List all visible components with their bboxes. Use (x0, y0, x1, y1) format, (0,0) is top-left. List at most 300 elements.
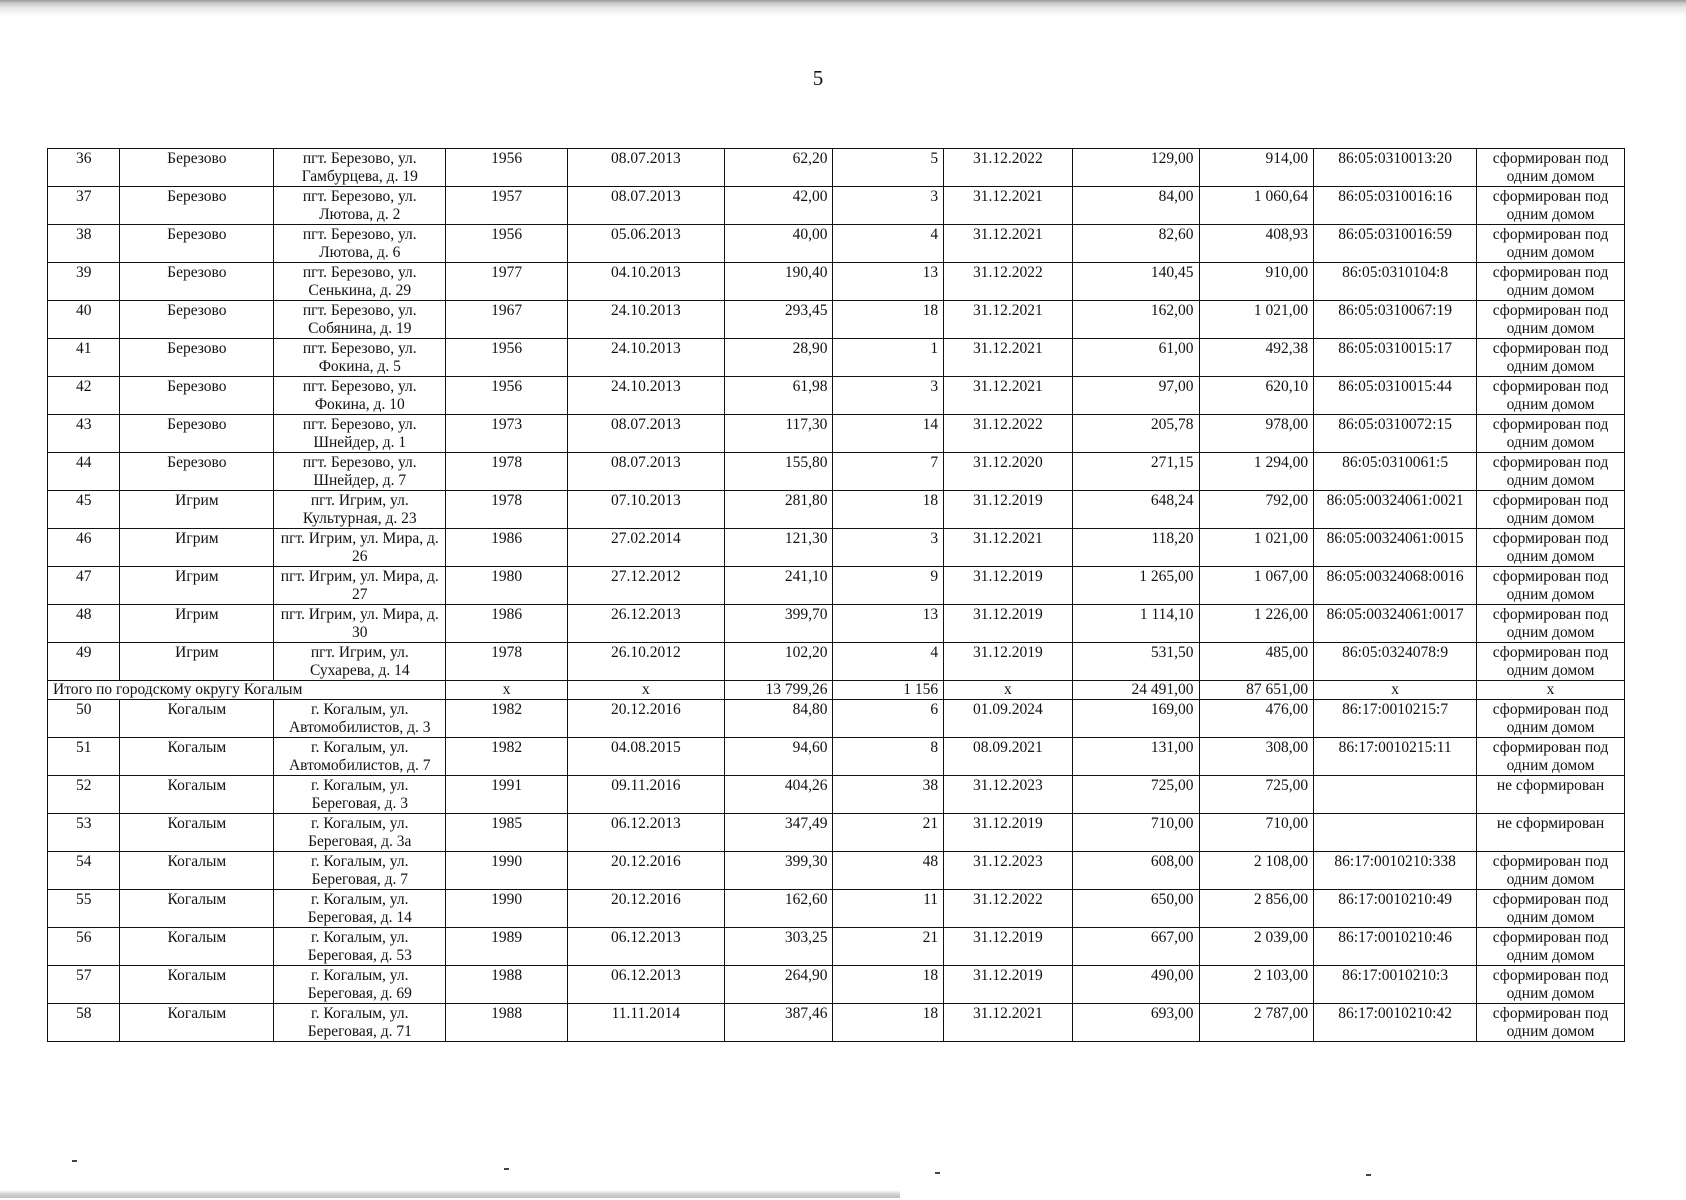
cell-land-area: 650,00 (1072, 890, 1199, 928)
cell-resettlement-deadline: 31.12.2022 (944, 890, 1073, 928)
cell-row-number: 39 (48, 263, 120, 301)
table-row (48, 301, 1625, 339)
table-row (48, 377, 1625, 415)
cell-area: 42,00 (724, 187, 833, 225)
cell-area: 281,80 (724, 491, 833, 529)
cell-land-area: 725,00 (1072, 776, 1199, 814)
cell-resettlement-deadline: 31.12.2019 (944, 966, 1073, 1004)
cell-land-status: сформирован под одним домом (1477, 377, 1625, 415)
cell-resettlement-deadline: 31.12.2023 (944, 852, 1073, 890)
cell-row-number: 56 (48, 928, 120, 966)
page-number: 5 (812, 66, 824, 90)
cell-row-number: 40 (48, 301, 120, 339)
cell-row-number: 48 (48, 605, 120, 643)
cell-cadastral-number: 86:17:0010215:11 (1314, 738, 1477, 776)
cell-locality: Когалым (120, 890, 274, 928)
table-row (48, 852, 1625, 890)
cell-cadastral-number: 86:05:00324061:0017 (1314, 605, 1477, 643)
cell-land-area: 490,00 (1072, 966, 1199, 1004)
cell-recognition-date: 20.12.2016 (567, 890, 724, 928)
cell-plot-area: 2 108,00 (1199, 852, 1314, 890)
table-row (48, 776, 1625, 814)
subtotal-land-status: x (1477, 681, 1625, 700)
cell-cadastral-number: 86:05:0310104:8 (1314, 263, 1477, 301)
cell-resettlement-deadline: 01.09.2024 (944, 700, 1073, 738)
cell-cadastral-number: 86:05:00324061:0021 (1314, 491, 1477, 529)
cell-address: пгт. Березово, ул. Лютова, д. 6 (274, 225, 446, 263)
cell-address: пгт. Березово, ул. Гамбурцева, д. 19 (274, 149, 446, 187)
cell-cadastral-number: 86:05:0310016:59 (1314, 225, 1477, 263)
cell-build-year: 1967 (446, 301, 568, 339)
cell-area: 399,70 (724, 605, 833, 643)
cell-address: г. Когалым, ул. Береговая, д. 3а (274, 814, 446, 852)
cell-cadastral-number: 86:17:0010210:42 (1314, 1004, 1477, 1042)
cell-land-area: 118,20 (1072, 529, 1199, 567)
cell-land-area: 162,00 (1072, 301, 1199, 339)
table-row (48, 339, 1625, 377)
cell-cadastral-number: 86:05:0310013:20 (1314, 149, 1477, 187)
scan-speck (504, 1168, 509, 1170)
cell-cadastral-number: 86:17:0010210:338 (1314, 852, 1477, 890)
scan-edge-top (0, 0, 1686, 16)
table-row (48, 928, 1625, 966)
cell-resettlement-deadline: 31.12.2023 (944, 776, 1073, 814)
cell-locality: Когалым (120, 852, 274, 890)
cell-residents-count: 4 (833, 225, 944, 263)
cell-land-status: сформирован под одним домом (1477, 339, 1625, 377)
cell-locality: Березово (120, 187, 274, 225)
cell-locality: Игрим (120, 605, 274, 643)
cell-resettlement-deadline: 08.09.2021 (944, 738, 1073, 776)
cell-area: 387,46 (724, 1004, 833, 1042)
cell-cadastral-number: 86:05:0310016:16 (1314, 187, 1477, 225)
cell-area: 399,30 (724, 852, 833, 890)
housing-registry-table (47, 148, 1625, 1042)
cell-recognition-date: 26.12.2013 (567, 605, 724, 643)
cell-area: 155,80 (724, 453, 833, 491)
table-row (48, 453, 1625, 491)
cell-cadastral-number: 86:17:0010210:46 (1314, 928, 1477, 966)
table-row (48, 149, 1625, 187)
cell-land-status: сформирован под одним домом (1477, 149, 1625, 187)
cell-residents-count: 21 (833, 814, 944, 852)
cell-residents-count: 13 (833, 263, 944, 301)
cell-row-number: 51 (48, 738, 120, 776)
cell-recognition-date: 08.07.2013 (567, 149, 724, 187)
cell-plot-area: 620,10 (1199, 377, 1314, 415)
cell-build-year: 1978 (446, 453, 568, 491)
cell-build-year: 1982 (446, 700, 568, 738)
cell-build-year: 1956 (446, 377, 568, 415)
cell-build-year: 1990 (446, 852, 568, 890)
cell-cadastral-number: 86:17:0010210:49 (1314, 890, 1477, 928)
cell-area: 121,30 (724, 529, 833, 567)
cell-residents-count: 21 (833, 928, 944, 966)
table-row (48, 700, 1625, 738)
cell-residents-count: 18 (833, 966, 944, 1004)
cell-build-year: 1991 (446, 776, 568, 814)
cell-recognition-date: 05.06.2013 (567, 225, 724, 263)
cell-address: пгт. Березово, ул. Шнейдер, д. 7 (274, 453, 446, 491)
cell-land-status: сформирован под одним домом (1477, 738, 1625, 776)
cell-resettlement-deadline: 31.12.2022 (944, 415, 1073, 453)
cell-address: г. Когалым, ул. Автомобилистов, д. 7 (274, 738, 446, 776)
cell-residents-count: 3 (833, 187, 944, 225)
cell-locality: Когалым (120, 966, 274, 1004)
cell-recognition-date: 20.12.2016 (567, 700, 724, 738)
cell-locality: Березово (120, 415, 274, 453)
cell-land-status: сформирован под одним домом (1477, 567, 1625, 605)
cell-recognition-date: 08.07.2013 (567, 187, 724, 225)
cell-resettlement-deadline: 31.12.2019 (944, 814, 1073, 852)
cell-residents-count: 6 (833, 700, 944, 738)
cell-recognition-date: 09.11.2016 (567, 776, 724, 814)
cell-address: пгт. Игрим, ул. Мира, д. 30 (274, 605, 446, 643)
cell-address: пгт. Игрим, ул. Сухарева, д. 14 (274, 643, 446, 681)
cell-build-year: 1957 (446, 187, 568, 225)
cell-row-number: 46 (48, 529, 120, 567)
cell-land-area: 608,00 (1072, 852, 1199, 890)
cell-locality: Когалым (120, 700, 274, 738)
cell-residents-count: 1 (833, 339, 944, 377)
cell-plot-area: 978,00 (1199, 415, 1314, 453)
cell-resettlement-deadline: 31.12.2022 (944, 263, 1073, 301)
cell-plot-area: 476,00 (1199, 700, 1314, 738)
cell-row-number: 45 (48, 491, 120, 529)
cell-locality: Березово (120, 453, 274, 491)
cell-address: г. Когалым, ул. Автомобилистов, д. 3 (274, 700, 446, 738)
cell-area: 40,00 (724, 225, 833, 263)
cell-build-year: 1977 (446, 263, 568, 301)
cell-land-status: сформирован под одним домом (1477, 852, 1625, 890)
cell-cadastral-number: 86:05:00324061:0015 (1314, 529, 1477, 567)
cell-locality: Когалым (120, 738, 274, 776)
cell-resettlement-deadline: 31.12.2021 (944, 187, 1073, 225)
cell-area: 162,60 (724, 890, 833, 928)
cell-resettlement-deadline: 31.12.2019 (944, 605, 1073, 643)
cell-cadastral-number: 86:05:0324078:9 (1314, 643, 1477, 681)
table-row (48, 415, 1625, 453)
cell-plot-area: 408,93 (1199, 225, 1314, 263)
cell-recognition-date: 06.12.2013 (567, 966, 724, 1004)
cell-locality: Березово (120, 149, 274, 187)
cell-recognition-date: 08.07.2013 (567, 453, 724, 491)
cell-address: г. Когалым, ул. Береговая, д. 7 (274, 852, 446, 890)
cell-address: г. Когалым, ул. Береговая, д. 14 (274, 890, 446, 928)
cell-cadastral-number: 86:05:0310015:17 (1314, 339, 1477, 377)
cell-row-number: 41 (48, 339, 120, 377)
cell-address: г. Когалым, ул. Береговая, д. 71 (274, 1004, 446, 1042)
cell-resettlement-deadline: 31.12.2021 (944, 529, 1073, 567)
cell-recognition-date: 11.11.2014 (567, 1004, 724, 1042)
cell-cadastral-number: 86:05:0310072:15 (1314, 415, 1477, 453)
cell-land-status: сформирован под одним домом (1477, 890, 1625, 928)
cell-land-status: сформирован под одним домом (1477, 1004, 1625, 1042)
cell-cadastral-number (1314, 814, 1477, 852)
cell-area: 28,90 (724, 339, 833, 377)
table-row (48, 605, 1625, 643)
cell-row-number: 42 (48, 377, 120, 415)
cell-residents-count: 3 (833, 377, 944, 415)
cell-plot-area: 485,00 (1199, 643, 1314, 681)
cell-plot-area: 910,00 (1199, 263, 1314, 301)
cell-residents-count: 18 (833, 1004, 944, 1042)
cell-plot-area: 914,00 (1199, 149, 1314, 187)
cell-land-area: 97,00 (1072, 377, 1199, 415)
cell-build-year: 1978 (446, 643, 568, 681)
cell-locality: Березово (120, 301, 274, 339)
cell-locality: Березово (120, 377, 274, 415)
cell-build-year: 1986 (446, 529, 568, 567)
cell-area: 61,98 (724, 377, 833, 415)
cell-resettlement-deadline: 31.12.2019 (944, 643, 1073, 681)
cell-row-number: 52 (48, 776, 120, 814)
table-row (48, 225, 1625, 263)
cell-locality: Березово (120, 339, 274, 377)
cell-land-area: 169,00 (1072, 700, 1199, 738)
cell-resettlement-deadline: 31.12.2019 (944, 928, 1073, 966)
cell-locality: Когалым (120, 1004, 274, 1042)
subtotal-build-year: x (446, 681, 568, 700)
subtotal-area: 13 799,26 (724, 681, 833, 700)
cell-row-number: 50 (48, 700, 120, 738)
cell-plot-area: 1 294,00 (1199, 453, 1314, 491)
cell-area: 84,80 (724, 700, 833, 738)
cell-recognition-date: 07.10.2013 (567, 491, 724, 529)
cell-plot-area: 492,38 (1199, 339, 1314, 377)
cell-plot-area: 1 021,00 (1199, 301, 1314, 339)
cell-build-year: 1986 (446, 605, 568, 643)
scan-edge-bottom (0, 1190, 900, 1198)
cell-land-area: 648,24 (1072, 491, 1199, 529)
cell-recognition-date: 08.07.2013 (567, 415, 724, 453)
cell-build-year: 1982 (446, 738, 568, 776)
table-row (48, 567, 1625, 605)
cell-resettlement-deadline: 31.12.2019 (944, 491, 1073, 529)
cell-row-number: 37 (48, 187, 120, 225)
cell-land-status: сформирован под одним домом (1477, 529, 1625, 567)
cell-locality: Когалым (120, 776, 274, 814)
cell-resettlement-deadline: 31.12.2020 (944, 453, 1073, 491)
cell-row-number: 54 (48, 852, 120, 890)
cell-area: 94,60 (724, 738, 833, 776)
subtotal-residents-count: 1 156 (833, 681, 944, 700)
cell-row-number: 44 (48, 453, 120, 491)
cell-land-area: 1 114,10 (1072, 605, 1199, 643)
cell-build-year: 1989 (446, 928, 568, 966)
cell-row-number: 47 (48, 567, 120, 605)
cell-plot-area: 1 226,00 (1199, 605, 1314, 643)
cell-resettlement-deadline: 31.12.2021 (944, 339, 1073, 377)
cell-land-status: сформирован под одним домом (1477, 605, 1625, 643)
cell-area: 102,20 (724, 643, 833, 681)
cell-row-number: 58 (48, 1004, 120, 1042)
cell-residents-count: 18 (833, 491, 944, 529)
cell-plot-area: 725,00 (1199, 776, 1314, 814)
table-row (48, 263, 1625, 301)
cell-land-status: не сформирован (1477, 814, 1625, 852)
subtotal-resettlement-deadline: x (944, 681, 1073, 700)
cell-residents-count: 48 (833, 852, 944, 890)
cell-build-year: 1980 (446, 567, 568, 605)
cell-build-year: 1978 (446, 491, 568, 529)
table-row (48, 738, 1625, 776)
cell-locality: Березово (120, 225, 274, 263)
cell-residents-count: 4 (833, 643, 944, 681)
cell-build-year: 1956 (446, 339, 568, 377)
cell-land-status: сформирован под одним домом (1477, 187, 1625, 225)
cell-land-area: 84,00 (1072, 187, 1199, 225)
cell-row-number: 43 (48, 415, 120, 453)
cell-locality: Игрим (120, 643, 274, 681)
cell-address: пгт. Березово, ул. Фокина, д. 5 (274, 339, 446, 377)
cell-area: 264,90 (724, 966, 833, 1004)
cell-build-year: 1990 (446, 890, 568, 928)
cell-recognition-date: 26.10.2012 (567, 643, 724, 681)
subtotal-recognition-date: x (567, 681, 724, 700)
cell-plot-area: 2 856,00 (1199, 890, 1314, 928)
subtotal-label: Итого по городскому округу Когалым (48, 681, 446, 700)
cell-plot-area: 1 060,64 (1199, 187, 1314, 225)
cell-residents-count: 11 (833, 890, 944, 928)
table-row (48, 966, 1625, 1004)
cell-plot-area: 2 103,00 (1199, 966, 1314, 1004)
cell-land-area: 82,60 (1072, 225, 1199, 263)
table-row (48, 1004, 1625, 1042)
cell-locality: Березово (120, 263, 274, 301)
cell-cadastral-number: 86:05:0310061:5 (1314, 453, 1477, 491)
cell-address: пгт. Игрим, ул. Мира, д. 26 (274, 529, 446, 567)
cell-residents-count: 14 (833, 415, 944, 453)
subtotal-land-area: 24 491,00 (1072, 681, 1199, 700)
cell-build-year: 1956 (446, 225, 568, 263)
cell-row-number: 53 (48, 814, 120, 852)
cell-plot-area: 1 021,00 (1199, 529, 1314, 567)
cell-land-status: сформирован под одним домом (1477, 453, 1625, 491)
cell-land-area: 271,15 (1072, 453, 1199, 491)
cell-land-status: сформирован под одним домом (1477, 491, 1625, 529)
cell-plot-area: 308,00 (1199, 738, 1314, 776)
table-row (48, 491, 1625, 529)
cell-area: 347,49 (724, 814, 833, 852)
cell-residents-count: 7 (833, 453, 944, 491)
cell-cadastral-number: 86:17:0010215:7 (1314, 700, 1477, 738)
cell-locality: Когалым (120, 814, 274, 852)
cell-area: 241,10 (724, 567, 833, 605)
table-row (48, 529, 1625, 567)
subtotal-cadastral-number: x (1314, 681, 1477, 700)
cell-recognition-date: 24.10.2013 (567, 339, 724, 377)
cell-build-year: 1985 (446, 814, 568, 852)
cell-land-status: сформирован под одним домом (1477, 225, 1625, 263)
cell-cadastral-number: 86:05:0310067:19 (1314, 301, 1477, 339)
cell-plot-area: 2 787,00 (1199, 1004, 1314, 1042)
cell-cadastral-number: 86:05:00324068:0016 (1314, 567, 1477, 605)
cell-land-status: сформирован под одним домом (1477, 415, 1625, 453)
table-row (48, 814, 1625, 852)
cell-resettlement-deadline: 31.12.2021 (944, 1004, 1073, 1042)
cell-recognition-date: 24.10.2013 (567, 301, 724, 339)
scan-speck (1366, 1174, 1371, 1176)
cell-land-area: 140,45 (1072, 263, 1199, 301)
cell-row-number: 55 (48, 890, 120, 928)
cell-resettlement-deadline: 31.12.2022 (944, 149, 1073, 187)
cell-address: пгт. Березово, ул. Собянина, д. 19 (274, 301, 446, 339)
cell-address: г. Когалым, ул. Береговая, д. 3 (274, 776, 446, 814)
cell-area: 190,40 (724, 263, 833, 301)
cell-cadastral-number (1314, 776, 1477, 814)
cell-build-year: 1988 (446, 966, 568, 1004)
cell-resettlement-deadline: 31.12.2021 (944, 225, 1073, 263)
cell-plot-area: 2 039,00 (1199, 928, 1314, 966)
cell-land-area: 710,00 (1072, 814, 1199, 852)
table-row (48, 890, 1625, 928)
cell-address: пгт. Игрим, ул. Культурная, д. 23 (274, 491, 446, 529)
cell-recognition-date: 24.10.2013 (567, 377, 724, 415)
cell-build-year: 1956 (446, 149, 568, 187)
cell-locality: Игрим (120, 529, 274, 567)
cell-land-status: сформирован под одним домом (1477, 301, 1625, 339)
subtotal-row (48, 681, 1625, 700)
cell-land-area: 531,50 (1072, 643, 1199, 681)
cell-row-number: 38 (48, 225, 120, 263)
cell-land-status: сформирован под одним домом (1477, 700, 1625, 738)
cell-locality: Игрим (120, 567, 274, 605)
cell-land-status: сформирован под одним домом (1477, 263, 1625, 301)
cell-residents-count: 3 (833, 529, 944, 567)
cell-land-area: 667,00 (1072, 928, 1199, 966)
cell-residents-count: 9 (833, 567, 944, 605)
cell-land-status: сформирован под одним домом (1477, 966, 1625, 1004)
cell-recognition-date: 27.12.2012 (567, 567, 724, 605)
cell-land-status: сформирован под одним домом (1477, 643, 1625, 681)
table-row (48, 643, 1625, 681)
cell-recognition-date: 20.12.2016 (567, 852, 724, 890)
cell-land-area: 1 265,00 (1072, 567, 1199, 605)
cell-build-year: 1973 (446, 415, 568, 453)
cell-plot-area: 1 067,00 (1199, 567, 1314, 605)
cell-address: г. Когалым, ул. Береговая, д. 53 (274, 928, 446, 966)
cell-area: 303,25 (724, 928, 833, 966)
cell-land-area: 129,00 (1072, 149, 1199, 187)
cell-row-number: 57 (48, 966, 120, 1004)
cell-address: пгт. Березово, ул. Шнейдер, д. 1 (274, 415, 446, 453)
cell-address: пгт. Березово, ул. Фокина, д. 10 (274, 377, 446, 415)
cell-recognition-date: 27.02.2014 (567, 529, 724, 567)
subtotal-plot-area: 87 651,00 (1199, 681, 1314, 700)
cell-address: пгт. Березово, ул. Сенькина, д. 29 (274, 263, 446, 301)
cell-recognition-date: 04.08.2015 (567, 738, 724, 776)
cell-plot-area: 792,00 (1199, 491, 1314, 529)
cell-area: 293,45 (724, 301, 833, 339)
cell-land-area: 61,00 (1072, 339, 1199, 377)
cell-row-number: 36 (48, 149, 120, 187)
cell-residents-count: 8 (833, 738, 944, 776)
cell-area: 404,26 (724, 776, 833, 814)
cell-area: 62,20 (724, 149, 833, 187)
cell-build-year: 1988 (446, 1004, 568, 1042)
cell-residents-count: 18 (833, 301, 944, 339)
cell-row-number: 49 (48, 643, 120, 681)
cell-residents-count: 38 (833, 776, 944, 814)
cell-land-area: 693,00 (1072, 1004, 1199, 1042)
cell-land-area: 131,00 (1072, 738, 1199, 776)
cell-resettlement-deadline: 31.12.2019 (944, 567, 1073, 605)
cell-plot-area: 710,00 (1199, 814, 1314, 852)
cell-residents-count: 13 (833, 605, 944, 643)
table-row (48, 187, 1625, 225)
cell-address: г. Когалым, ул. Береговая, д. 69 (274, 966, 446, 1004)
